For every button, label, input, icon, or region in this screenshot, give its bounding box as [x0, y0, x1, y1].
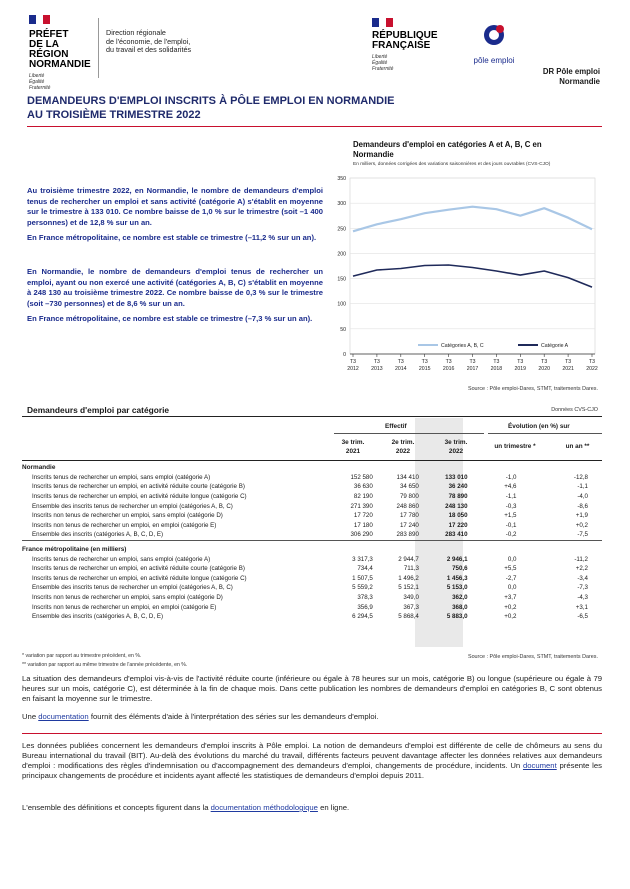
table-title: Demandeurs d'emploi par catégorie [27, 405, 170, 415]
x-tick-label: T3 [421, 359, 428, 365]
cell-value: 711,3 [403, 565, 419, 573]
row-label: Inscrits non tenus de rechercher un emploi, sans emploi (catégorie D) [32, 594, 223, 602]
cell-value: 2 946,1 [446, 555, 468, 563]
table-footnotes [22, 652, 187, 670]
cell-value: 5 153,0 [446, 584, 468, 592]
table-top-rule [22, 416, 602, 417]
y-tick-label: 200 [337, 251, 346, 258]
cell-value: 5 559,2 [352, 584, 373, 592]
cell-value: 362,0 [452, 594, 468, 602]
x-tick-label: T3 [397, 359, 404, 365]
cell-value: -7,3 [577, 584, 588, 592]
cell-value: -7,5 [577, 531, 588, 539]
cell-value: 248 130 [445, 502, 468, 510]
pole-emploi-logo-text: pôle emploi [473, 56, 515, 65]
prefet-line: NORMANDIE [29, 59, 91, 70]
cell-value: -11,2 [574, 555, 588, 563]
intro-block [27, 186, 323, 325]
header-divider [98, 18, 99, 78]
footnote: ** variation par rapport au même trimestre de l'année précédente, en %. [22, 662, 188, 668]
devise-line: Fraternité [29, 85, 51, 91]
section-header [22, 540, 602, 554]
row-label: Ensemble des inscrits tenus de rechercher un emploi (catégories A, B, C) [32, 502, 233, 510]
devise-line: Liberté [372, 54, 388, 60]
republique-line: RÉPUBLIQUE [372, 30, 438, 41]
x-tick-label: 2021 [562, 366, 574, 372]
cell-value: +0,2 [504, 613, 517, 621]
x-tick-label: T3 [469, 359, 476, 365]
cell-value: -3,4 [577, 574, 588, 582]
direction-line: du travail et des solidarités [106, 45, 192, 54]
row-label: Inscrits non tenus de rechercher un emploi, en emploi (catégorie E) [32, 521, 217, 529]
cell-value: 79 800 [399, 493, 419, 501]
direction-line: de l'économie, de l'emploi, [106, 36, 191, 46]
cell-value: 3 317,3 [352, 555, 373, 563]
section-label: Normandie [22, 464, 56, 472]
cell-value: 1 507,5 [352, 574, 373, 582]
table-row [22, 554, 602, 564]
para-text: présente les principaux changements de procédure et incidents ayant affecté les statistiques de demandeurs d'emploi depuis 2011. [22, 761, 602, 780]
row-label: Inscrits non tenus de rechercher un emploi, en emploi (catégorie E) [32, 603, 217, 611]
devise-line: Liberté [29, 73, 45, 79]
cell-value: 78 890 [448, 493, 468, 501]
x-tick-label: T3 [493, 359, 500, 365]
prefet-line: DE LA RÉGION [29, 39, 69, 60]
header-rule-effectif [334, 433, 484, 434]
cell-value: 0,0 [507, 584, 517, 592]
header-rule-evolution [488, 433, 602, 434]
table-row [22, 482, 602, 492]
y-tick-label: 250 [337, 226, 346, 233]
definitions-paragraph [22, 803, 602, 813]
y-tick-label: 150 [337, 276, 346, 283]
cell-value: +0,2 [575, 521, 588, 529]
table-row [22, 521, 602, 531]
col-header: 2e trim. 2022 [391, 439, 415, 455]
cell-value: -2,7 [505, 574, 517, 582]
cell-value: -1,1 [505, 493, 517, 501]
cell-value: 368,0 [452, 603, 468, 611]
table-row [22, 612, 602, 622]
x-tick-label: T3 [517, 359, 524, 365]
series-line-a [353, 265, 592, 287]
document-link[interactable]: document [522, 761, 557, 770]
pole-emploi-logo [464, 20, 524, 64]
cell-value: +1,9 [575, 512, 588, 520]
prefet-logo [29, 15, 99, 91]
row-label: Inscrits tenus de rechercher un emploi, en activité réduite longue (catégorie C) [32, 493, 247, 501]
section-label: France métropolitaine (en milliers) [22, 540, 602, 554]
table-header [22, 418, 602, 462]
cell-value: -0,2 [505, 531, 517, 539]
x-tick-label: 2015 [418, 366, 431, 372]
cell-value: 283 410 [445, 531, 468, 539]
col-header: 3e trim. 2021 [341, 439, 365, 455]
row-label: Inscrits non tenus de rechercher un emploi, sans emploi (catégorie D) [32, 512, 223, 520]
cell-value: 17 180 [353, 521, 373, 529]
cell-value: -6,5 [577, 613, 588, 621]
row-label: Inscrits tenus de rechercher un emploi, en activité réduite courte (catégorie B) [32, 483, 245, 491]
x-tick-label: 2017 [466, 366, 479, 372]
cell-value: 5 868,4 [398, 613, 419, 621]
intro-paragraph: Au troisième trimestre 2022, en Normandie, le nombre de demandeurs d'emploi tenus de rechercher un emploi et sans activité (catégorie A) s'établit en moyenne sur le trimestre à 133 010. Ce nombre baisse de 1,0 % sur le trimestre (soit –1 400 personnes) et de 12,8 % sur un an. [27, 186, 323, 227]
cell-value: -1,0 [505, 473, 517, 481]
col-header: un an ** [565, 443, 590, 450]
plot-frame [350, 178, 595, 354]
cell-value: 734,4 [357, 565, 373, 573]
line-chart [330, 172, 605, 377]
cell-value: +3,7 [504, 594, 517, 602]
cell-value: 750,6 [452, 565, 468, 573]
header-evolution: Évolution (en %) sur [508, 423, 570, 430]
table-row [22, 501, 602, 511]
intro-paragraph: En France métropolitaine, ce nombre est stable ce trimestre (–7,3 % sur un an). [27, 314, 313, 324]
cell-value: 378,3 [357, 594, 373, 602]
cell-value: 134 410 [396, 473, 419, 481]
cell-value: 283 890 [396, 531, 419, 539]
chart-title [353, 140, 573, 167]
section-header [22, 462, 602, 473]
cell-value: 306 290 [350, 531, 373, 539]
data-paragraph [22, 741, 602, 781]
cell-value: +5,5 [504, 565, 517, 573]
row-label: Ensemble des inscrits (catégories A, B, C, D, E) [32, 531, 164, 539]
y-tick-label: 100 [337, 301, 346, 308]
cell-value: +1,5 [504, 512, 517, 520]
x-tick-label: T3 [541, 359, 548, 365]
cell-value: +2,2 [575, 565, 588, 573]
y-tick-label: 50 [340, 326, 346, 333]
activity-paragraph: La situation des demandeurs d'emploi vis-à-vis de l'activité réduite courte (inférieure ou égale à 78 heures sur un mois, catégorie B) ou longue (supérieure ou égale à 79 heures sur un mois, catégorie C), est déterminée à la fin de chaque mois. Dans cette publication les nombres de demandeurs d'emploi en catégories B, C sont obtenus en faisant la moyenne sur le trimestre. [22, 674, 602, 703]
cell-value: +4,6 [504, 483, 517, 491]
section-rule [22, 733, 602, 734]
table-row [22, 593, 602, 603]
intro-paragraph: En Normandie, le nombre de demandeurs d'emploi tenus de rechercher un emploi, ayant ou non exercé une activité (catégories A, B, C) s'établit en moyenne à 248 130 au troisième trimestre 2022. Ce nombre baisse de 0,3 % sur le trimestre (soit –730 personnes) et de 8,6 % sur un an. [27, 266, 323, 308]
cell-value: +3,1 [575, 603, 588, 611]
cell-value: -12,8 [573, 473, 588, 481]
table-row [22, 574, 602, 584]
legend-label: Catégories A, B, C [441, 342, 484, 349]
x-tick-label: 2019 [514, 366, 527, 372]
footnote: * variation par rapport au trimestre précédent, en %. [22, 653, 142, 659]
title-rule [27, 126, 602, 127]
cell-value: 17 240 [399, 521, 419, 529]
table-row [22, 602, 602, 612]
y-tick-label: 0 [343, 352, 346, 358]
cell-value: 82 190 [353, 493, 373, 501]
col-header: un trimestre * [494, 443, 536, 450]
methodology-link[interactable]: documentation méthodologique [210, 803, 318, 812]
row-label: Inscrits tenus de rechercher un emploi, sans emploi (catégorie A) [32, 555, 211, 563]
y-tick-label: 300 [337, 201, 346, 208]
chart-source: Source : Pôle emploi-Dares, STMT, traitements Dares. [467, 386, 598, 392]
header-effectif: Effectif [385, 423, 407, 430]
cell-value: 1 496,2 [398, 574, 419, 582]
table-row [22, 492, 602, 502]
cell-value: 152 580 [350, 473, 373, 481]
cell-value: 349,0 [403, 594, 419, 602]
cell-value: 367,3 [403, 603, 419, 611]
chart-subtitle: En milliers, données corrigées des variations saisonnières et des jours ouvrables (CVS-CJO) [353, 162, 551, 167]
cell-value: 1 456,3 [446, 574, 468, 582]
cell-value: 18 050 [448, 512, 468, 520]
table-note: Données CVS-CJO [551, 407, 598, 413]
cell-value: 17 780 [399, 512, 419, 520]
cell-value: 36 630 [353, 483, 373, 491]
row-label: Ensemble des inscrits tenus de rechercher un emploi (catégories A, B, C) [32, 584, 233, 592]
cell-value: -8,6 [577, 502, 588, 510]
x-tick-label: 2013 [371, 366, 383, 372]
cell-value: 34 650 [399, 483, 419, 491]
table-row [22, 530, 602, 540]
legend-label: Catégorie A [541, 342, 569, 349]
chart-title-text: Demandeurs d'emploi en catégories A et A, B, C en Normandie [353, 140, 542, 159]
cell-value: 133 010 [445, 473, 468, 481]
direction-block [106, 29, 191, 55]
republique-logo [372, 18, 438, 72]
para-text: L'ensemble des définitions et concepts figurent dans la [22, 803, 211, 812]
para-text: Les données publiées concernent les demandeurs d'emploi inscrits à Pôle emploi. La notion de demandeurs d'emploi est différente de celle de chômeurs au sens du Bureau international du travail (BIT). Au-delà des évolutions du marché du travail, différents facteurs peuvent davantage affecter les données relatives aux demandeurs d'emploi : modifications des règles d'indemnisation ou d'accompagnement des demandeurs d'emploi, changements de procédure, incidents. Un [22, 741, 602, 770]
cell-value: -4,0 [577, 493, 588, 501]
cell-value: 5 152,1 [398, 584, 419, 592]
cell-value: -1,1 [577, 483, 588, 491]
x-tick-label: 2014 [395, 366, 407, 372]
para-text: fournit des éléments d'aide à l'interprétation des séries sur les demandeurs d'emploi. [88, 712, 379, 721]
para-text: Une [22, 712, 39, 721]
x-tick-label: 2012 [347, 366, 359, 372]
page-title-line: AU TROISIÈME TRIMESTRE 2022 [27, 109, 201, 121]
dr-line: Normandie [559, 77, 600, 86]
page-title [27, 94, 394, 122]
series-line-abc [353, 207, 592, 232]
dr-line: DR Pôle emploi [542, 67, 600, 76]
cell-value: -4,3 [577, 594, 588, 602]
x-tick-label: T3 [445, 359, 452, 365]
data-table [22, 462, 602, 622]
documentation-link[interactable]: documentation [38, 712, 89, 721]
cell-value: +0,2 [504, 603, 517, 611]
cell-value: 5 883,0 [446, 613, 468, 621]
cell-value: 17 220 [448, 521, 468, 529]
x-tick-label: T3 [349, 359, 357, 365]
para-text: en ligne. [317, 803, 350, 812]
page-title-line: DEMANDEURS D'EMPLOI INSCRITS À PÔLE EMPLOI EN NORMANDIE [27, 95, 395, 107]
category-table [22, 462, 602, 622]
cell-value: 248 860 [396, 502, 419, 510]
devise-line: Égalité [29, 79, 45, 85]
intro-paragraph: En France métropolitaine, ce nombre est stable ce trimestre (–11,2 % sur un an). [27, 233, 317, 243]
dr-label [543, 67, 600, 87]
table-row [22, 511, 602, 521]
y-tick-label: 350 [337, 176, 346, 182]
table-row [22, 473, 602, 483]
x-tick-label: 2020 [538, 366, 550, 372]
cell-value: 6 294,5 [352, 613, 373, 621]
cell-value: 36 240 [448, 483, 468, 491]
cell-value: -0,3 [505, 502, 517, 510]
table-row [22, 583, 602, 593]
x-tick-label: T3 [373, 359, 380, 365]
cell-value: 2 944,7 [398, 555, 419, 563]
table-source: Source : Pôle emploi-Dares, STMT, traitements Dares. [467, 654, 598, 660]
cell-value: -0,1 [505, 521, 517, 529]
cell-value: 271 390 [350, 502, 373, 510]
table-row [22, 564, 602, 574]
row-label: Inscrits tenus de rechercher un emploi, en activité réduite longue (catégorie C) [32, 574, 247, 582]
row-label: Ensemble des inscrits (catégories A, B, C, D, E) [32, 613, 164, 621]
row-label: Inscrits tenus de rechercher un emploi, sans emploi (catégorie A) [32, 473, 211, 481]
devise-line: Égalité [372, 60, 388, 66]
x-tick-label: T3 [565, 359, 572, 365]
x-tick-label: T3 [588, 359, 596, 365]
cell-value: 0,0 [507, 555, 517, 563]
header-bottom-rule [22, 460, 602, 461]
x-tick-label: 2016 [442, 366, 455, 372]
documentation-paragraph [22, 712, 602, 722]
prefet-line: PRÉFET [29, 29, 69, 40]
cell-value: 17 720 [353, 512, 373, 520]
devise-line: Fraternité [372, 66, 394, 72]
x-tick-label: 2018 [490, 366, 503, 372]
direction-line: Direction régionale [106, 28, 166, 37]
x-tick-label: 2022 [586, 366, 598, 372]
row-label: Inscrits tenus de rechercher un emploi, en activité réduite courte (catégorie B) [32, 565, 245, 573]
republique-line: FRANÇAISE [372, 40, 431, 51]
pole-emploi-icon [464, 20, 524, 50]
col-header: 3e trim. 2022 [444, 439, 468, 455]
cell-value: 356,9 [357, 603, 373, 611]
